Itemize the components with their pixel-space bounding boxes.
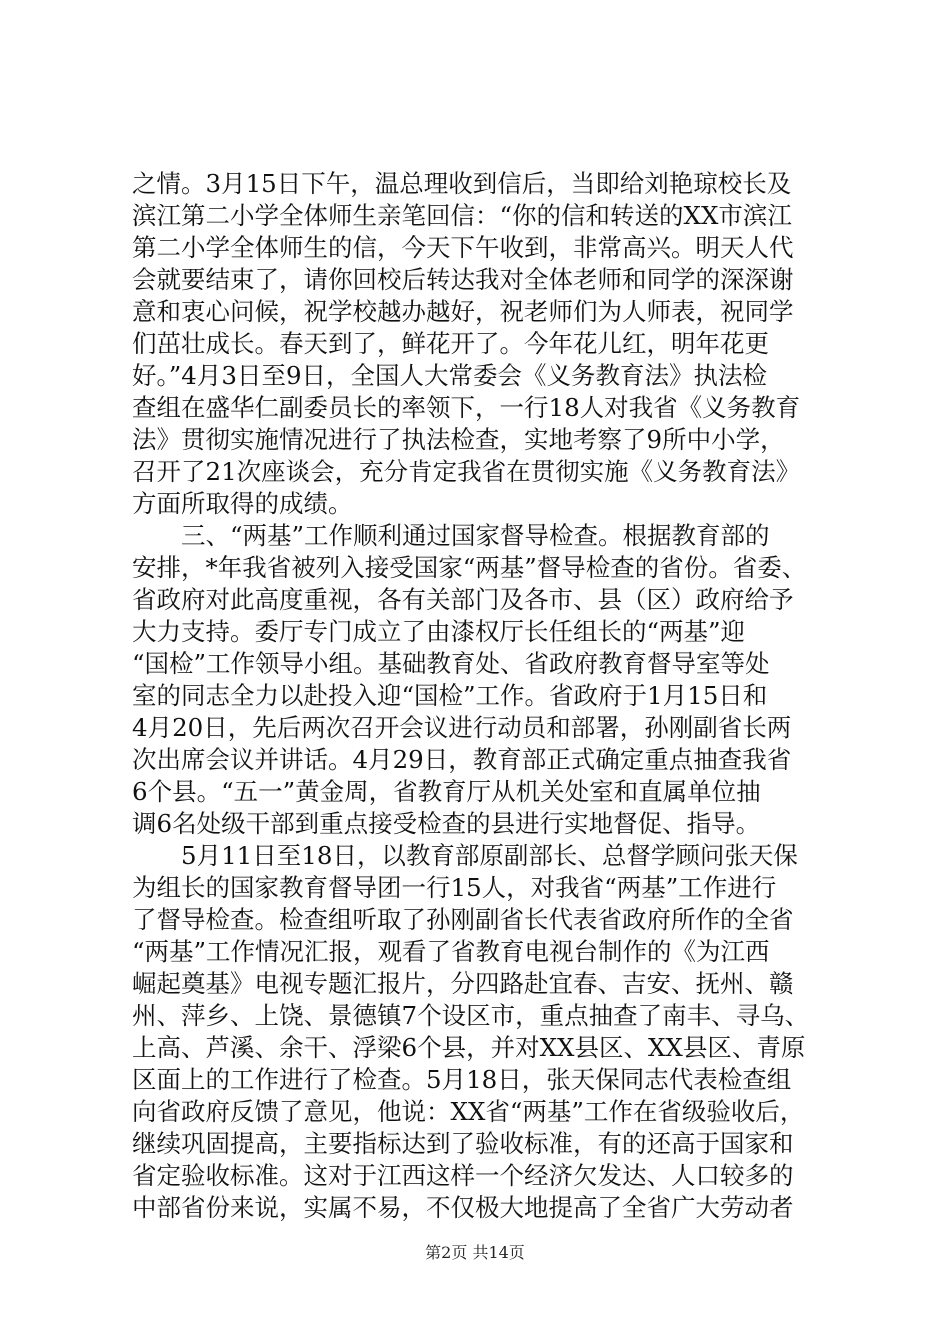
text-line: 5月11日至18日，以教育部原副部长、总督学顾问张天保	[132, 841, 798, 870]
text-line: 上高、芦溪、余干、浮梁6个县，并对XX县区、XX县区、青原	[132, 1033, 806, 1062]
text-line: 查组在盛华仁副委员长的率领下，一行18人对我省《义务教育	[132, 393, 801, 422]
text-line: 向省政府反馈了意见，他说：XX省“两基”工作在省级验收后，	[132, 1097, 805, 1126]
text-line: 法》贯彻实施情况进行了执法检查，实地考察了9所中小学，	[132, 425, 785, 454]
page-footer: 第2页 共14页	[425, 1243, 525, 1262]
text-line: 室的同志全力以赴投入迎“国检”工作。省政府于1月15日和	[132, 681, 768, 710]
text-line: 为组长的国家教育督导团一行15人，对我省“两基”工作进行	[132, 873, 777, 902]
text-line: 崛起奠基》电视专题汇报片，分四路赴宜春、吉安、抚州、赣	[132, 969, 794, 998]
text-line: 召开了21次座谈会，充分肯定我省在贯彻实施《义务教育法》	[132, 457, 801, 486]
text-line: 会就要结束了，请你回校后转达我对全体老师和同学的深深谢	[132, 265, 794, 294]
text-line: 省政府对此高度重视，各有关部门及各市、县（区）政府给予	[132, 585, 794, 614]
text-line: 中部省份来说，实属不易，不仅极大地提高了全省广大劳动者	[132, 1193, 794, 1222]
text-line: 好。”4月3日至9日，全国人大常委会《义务教育法》执法检	[132, 361, 768, 390]
text-line: 次出席会议并讲话。4月29日，教育部正式确定重点抽查我省	[132, 745, 792, 774]
text-line: 省定验收标准。这对于江西这样一个经济欠发达、人口较多的	[132, 1161, 794, 1190]
text-line: 三、“两基”工作顺利通过国家督导检查。根据教育部的	[132, 521, 770, 550]
text-line: 了督导检查。检查组听取了孙刚副省长代表省政府所作的全省	[132, 905, 794, 934]
text-line: “两基”工作情况汇报，观看了省教育电视台制作的《为江西	[132, 937, 770, 966]
text-line: 州、萍乡、上饶、景德镇7个设区市，重点抽查了南丰、寻乌、	[132, 1001, 810, 1030]
text-line: 调6名处级干部到重点接受检查的县进行实地督促、指导。	[132, 809, 761, 838]
text-line: 第二小学全体师生的信，今天下午收到，非常高兴。明天人代	[132, 233, 794, 262]
text-line: 大力支持。委厅专门成立了由漆权厅长任组长的“两基”迎	[132, 617, 746, 646]
body-text	[132, 168, 832, 1224]
text-line: 6个县。“五一”黄金周，省教育厅从机关处室和直属单位抽	[132, 777, 761, 806]
text-line: 继续巩固提高，主要指标达到了验收标准，有的还高于国家和	[132, 1129, 794, 1158]
text-line: 方面所取得的成绩。	[132, 489, 353, 518]
text-line: 意和衷心问候，祝学校越办越好，祝老师们为人师表，祝同学	[132, 297, 794, 326]
text-line: 们茁壮成长。春天到了，鲜花开了。今年花儿红，明年花更	[132, 329, 769, 358]
text-line: 4月20日，先后两次召开会议进行动员和部署，孙刚副省长两	[132, 713, 792, 742]
text-line: 安排，*年我省被列入接受国家“两基”督导检查的省份。省委、	[132, 553, 807, 582]
text-line: 区面上的工作进行了检查。5月18日，张天保同志代表检查组	[132, 1065, 792, 1094]
text-line: 之情。3月15日下午，温总理收到信后，当即给刘艳琼校长及	[132, 169, 792, 198]
text-line: “国检”工作领导小组。基础教育处、省政府教育督导室等处	[132, 649, 770, 678]
text-line: 滨江第二小学全体师生亲笔回信：“你的信和转送的XX市滨江	[132, 201, 792, 230]
